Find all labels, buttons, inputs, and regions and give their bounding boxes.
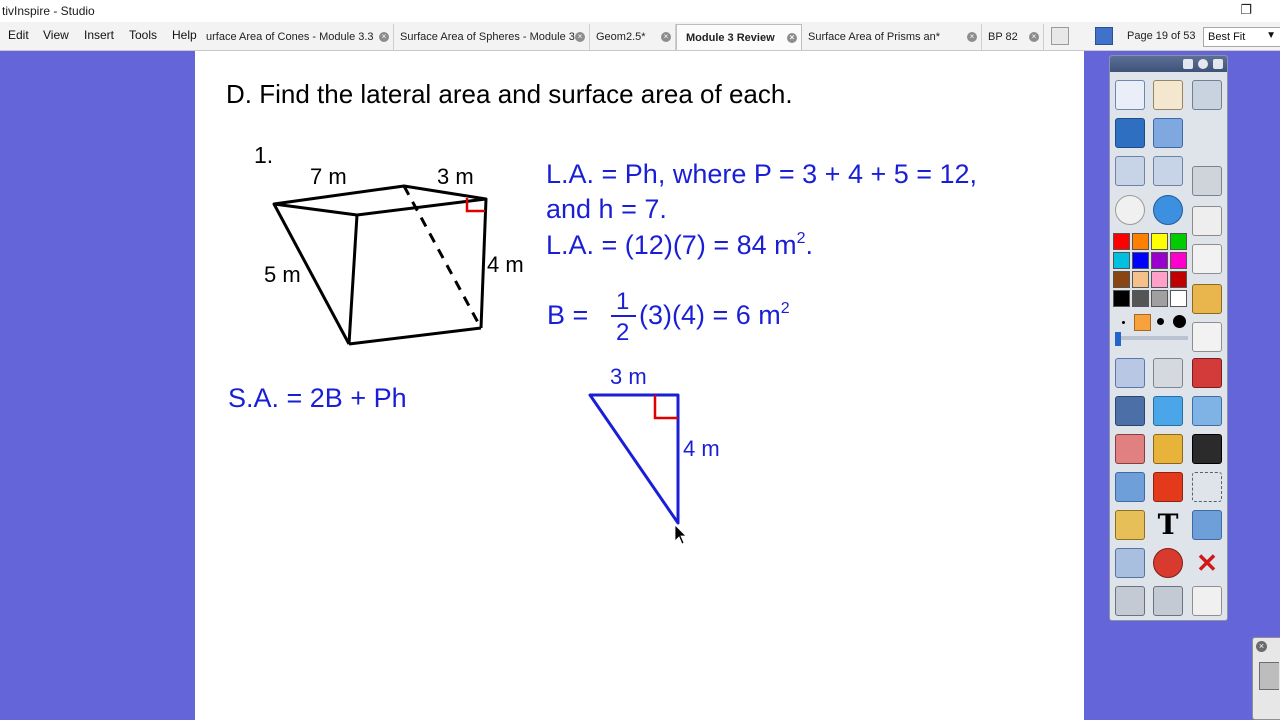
menu-view[interactable]: View [43, 28, 69, 42]
color-swatch-pink[interactable] [1151, 271, 1168, 288]
zoom-value: Best Fit [1208, 31, 1246, 43]
menu-tools[interactable]: Tools [129, 28, 158, 42]
clipart-icon[interactable] [1115, 510, 1145, 540]
base-fraction-denominator: 2 [616, 319, 630, 346]
pen-width-slider-thumb[interactable] [1115, 332, 1121, 346]
tab-bp82[interactable] [982, 24, 1044, 50]
previous-page-icon[interactable] [1115, 156, 1145, 186]
pen-width-4-icon[interactable] [1173, 315, 1186, 328]
tab-spheres[interactable] [394, 24, 590, 50]
web-browser-icon[interactable] [1153, 195, 1183, 225]
base-triangle [590, 395, 678, 523]
shape-icon[interactable] [1153, 472, 1183, 502]
base-prefix: B = [547, 300, 589, 330]
spotlight-icon[interactable] [1115, 548, 1145, 578]
sa-formula: S.A. = 2B + Ph [228, 383, 407, 413]
main-toolbox [1109, 55, 1228, 621]
pen-tool-icon[interactable] [1115, 396, 1145, 426]
page-canvas [195, 51, 1084, 720]
edit-icon[interactable] [1153, 358, 1183, 388]
save-icon[interactable] [1192, 434, 1222, 464]
page-indicator: Page 19 of 53 [1127, 30, 1196, 42]
la-line-3-sup: 2 [796, 230, 806, 247]
zoom-select[interactable] [1203, 27, 1280, 47]
pen-icon[interactable] [1192, 80, 1222, 110]
desktop-annotate-icon[interactable] [1095, 27, 1113, 45]
paste-icon[interactable] [1192, 510, 1222, 540]
duplicate-icon[interactable] [1192, 322, 1222, 352]
prism-label-top-right: 3 m [437, 164, 474, 189]
close-tab-icon[interactable]: × [575, 32, 585, 42]
play-icon[interactable] [1115, 195, 1145, 225]
camera-capture-icon[interactable] [1192, 472, 1222, 502]
color-swatch-brown[interactable] [1113, 271, 1130, 288]
color-swatch-cyan[interactable] [1113, 252, 1130, 269]
pen-width-2-icon[interactable] [1134, 314, 1151, 331]
close-tab-icon[interactable]: × [661, 32, 671, 42]
trash-panel [1252, 637, 1280, 720]
toolbox-minimize-icon[interactable] [1183, 59, 1193, 69]
title-bar [0, 0, 1280, 22]
tab-module-3-review[interactable] [676, 24, 802, 50]
toolbox-header[interactable] [1110, 56, 1227, 72]
color-swatch-green[interactable] [1170, 233, 1187, 250]
la-line-3 [546, 230, 813, 260]
color-swatch-tan[interactable] [1132, 271, 1149, 288]
color-swatch-gray[interactable] [1151, 290, 1168, 307]
color-swatch-yellow[interactable] [1151, 233, 1168, 250]
text-icon[interactable]: T [1157, 508, 1179, 541]
base-rest-main: (3)(4) = 6 m [639, 300, 781, 330]
flipchart-page[interactable] [195, 51, 1084, 720]
export-icon[interactable] [1192, 396, 1222, 426]
color-swatch-white[interactable] [1170, 290, 1187, 307]
color-swatch-orange[interactable] [1132, 233, 1149, 250]
highlighter-icon[interactable] [1153, 396, 1183, 426]
la-line-1: L.A. = Ph, where P = 3 + 4 + 5 = 12, [546, 159, 978, 189]
prism-label-right: 4 m [487, 252, 524, 277]
color-swatch-dark-red[interactable] [1170, 271, 1187, 288]
prism-top-face [274, 186, 486, 215]
tab-label: Module 3 Review [686, 32, 775, 44]
undo-icon[interactable] [1115, 586, 1145, 616]
pen-width-1-icon[interactable] [1122, 321, 1125, 324]
tab-label: Surface Area of Spheres - Module 3 [400, 31, 575, 43]
blank-page-icon[interactable] [1192, 244, 1222, 274]
flipchart-browser-icon[interactable] [1115, 80, 1145, 110]
color-swatch-magenta[interactable] [1170, 252, 1187, 269]
prism-hidden-edge [404, 186, 481, 328]
page-heading: D. Find the lateral area and surface area of each. [226, 79, 793, 109]
tab-cones[interactable] [204, 24, 394, 50]
toolbox-settings-icon[interactable] [1213, 59, 1223, 69]
clear-icon[interactable] [1192, 358, 1222, 388]
tab-label: urface Area of Cones - Module 3.3 [206, 31, 374, 43]
toolbox-pin-icon[interactable] [1198, 59, 1208, 69]
menu-help[interactable]: Help [172, 28, 197, 42]
base-sup: 2 [780, 300, 790, 317]
pen-width-slider[interactable] [1115, 336, 1188, 340]
mouse-cursor-icon [675, 525, 686, 544]
prism-front-edge [349, 215, 357, 344]
close-icon[interactable]: × [1256, 641, 1267, 652]
chevron-down-icon: ▼ [1266, 30, 1276, 41]
prism-right-edge [481, 199, 486, 328]
tab-geom[interactable] [590, 24, 676, 50]
menu-edit[interactable]: Edit [8, 28, 29, 42]
refresh-icon[interactable] [1153, 548, 1183, 578]
close-tab-icon[interactable]: × [967, 32, 977, 42]
page-notes-icon[interactable] [1051, 27, 1069, 45]
reset-page-icon[interactable] [1192, 206, 1222, 236]
window-title: tivInspire - Studio [2, 4, 95, 18]
base-rest [639, 300, 790, 330]
fill-icon[interactable] [1153, 434, 1183, 464]
handwriting-recognition-icon[interactable] [1115, 118, 1145, 148]
triangle-label-top: 3 m [610, 364, 647, 389]
triangle-label-side: 4 m [683, 436, 720, 461]
magic-ink-icon[interactable] [1192, 284, 1222, 314]
eraser-icon[interactable] [1115, 434, 1145, 464]
tab-label: Surface Area of Prisms an* [808, 31, 941, 43]
menu-bar [0, 22, 1280, 51]
close-tab-icon[interactable]: × [379, 32, 389, 42]
base-fraction-numerator: 1 [616, 288, 630, 315]
redo-icon[interactable] [1153, 586, 1183, 616]
next-page-icon[interactable] [1153, 156, 1183, 186]
close-tab-icon[interactable]: × [1029, 32, 1039, 42]
la-line-2: and h = 7. [546, 194, 667, 224]
prism-label-left: 5 m [264, 262, 301, 287]
la-line-3-main: L.A. = (12)(7) = 84 m [546, 230, 797, 260]
triangle-right-angle-mark [655, 395, 678, 418]
color-swatch-blue[interactable] [1132, 252, 1149, 269]
camera-icon[interactable] [1153, 118, 1183, 148]
resource-browser-icon[interactable] [1153, 80, 1183, 110]
prism-bottom-edge [349, 328, 481, 344]
close-tab-icon[interactable]: × [787, 33, 797, 43]
tab-label: Geom2.5* [596, 31, 646, 43]
color-swatch-dark-gray[interactable] [1132, 290, 1149, 307]
color-swatch-black[interactable] [1113, 290, 1130, 307]
delete-icon[interactable]: ✕ [1196, 548, 1218, 578]
tab-prisms[interactable] [802, 24, 982, 50]
color-swatch-red[interactable] [1113, 233, 1130, 250]
restore-window-button[interactable]: ❐ [1240, 2, 1252, 17]
select-icon[interactable] [1115, 358, 1145, 388]
prism-label-top-left: 7 m [310, 164, 347, 189]
trash-can-icon[interactable] [1259, 662, 1279, 690]
color-swatch-purple[interactable] [1151, 252, 1168, 269]
la-line-3-end: . [805, 230, 814, 260]
connector-icon[interactable] [1115, 472, 1145, 502]
pen-width-3-icon[interactable] [1157, 318, 1164, 325]
prism-drawing [274, 186, 486, 344]
menu-insert[interactable]: Insert [84, 28, 115, 42]
problem-number: 1. [254, 142, 274, 168]
cursor-page-icon[interactable] [1192, 166, 1222, 196]
clipboard-icon[interactable] [1192, 586, 1222, 616]
tab-label: BP 82 [988, 31, 1018, 43]
